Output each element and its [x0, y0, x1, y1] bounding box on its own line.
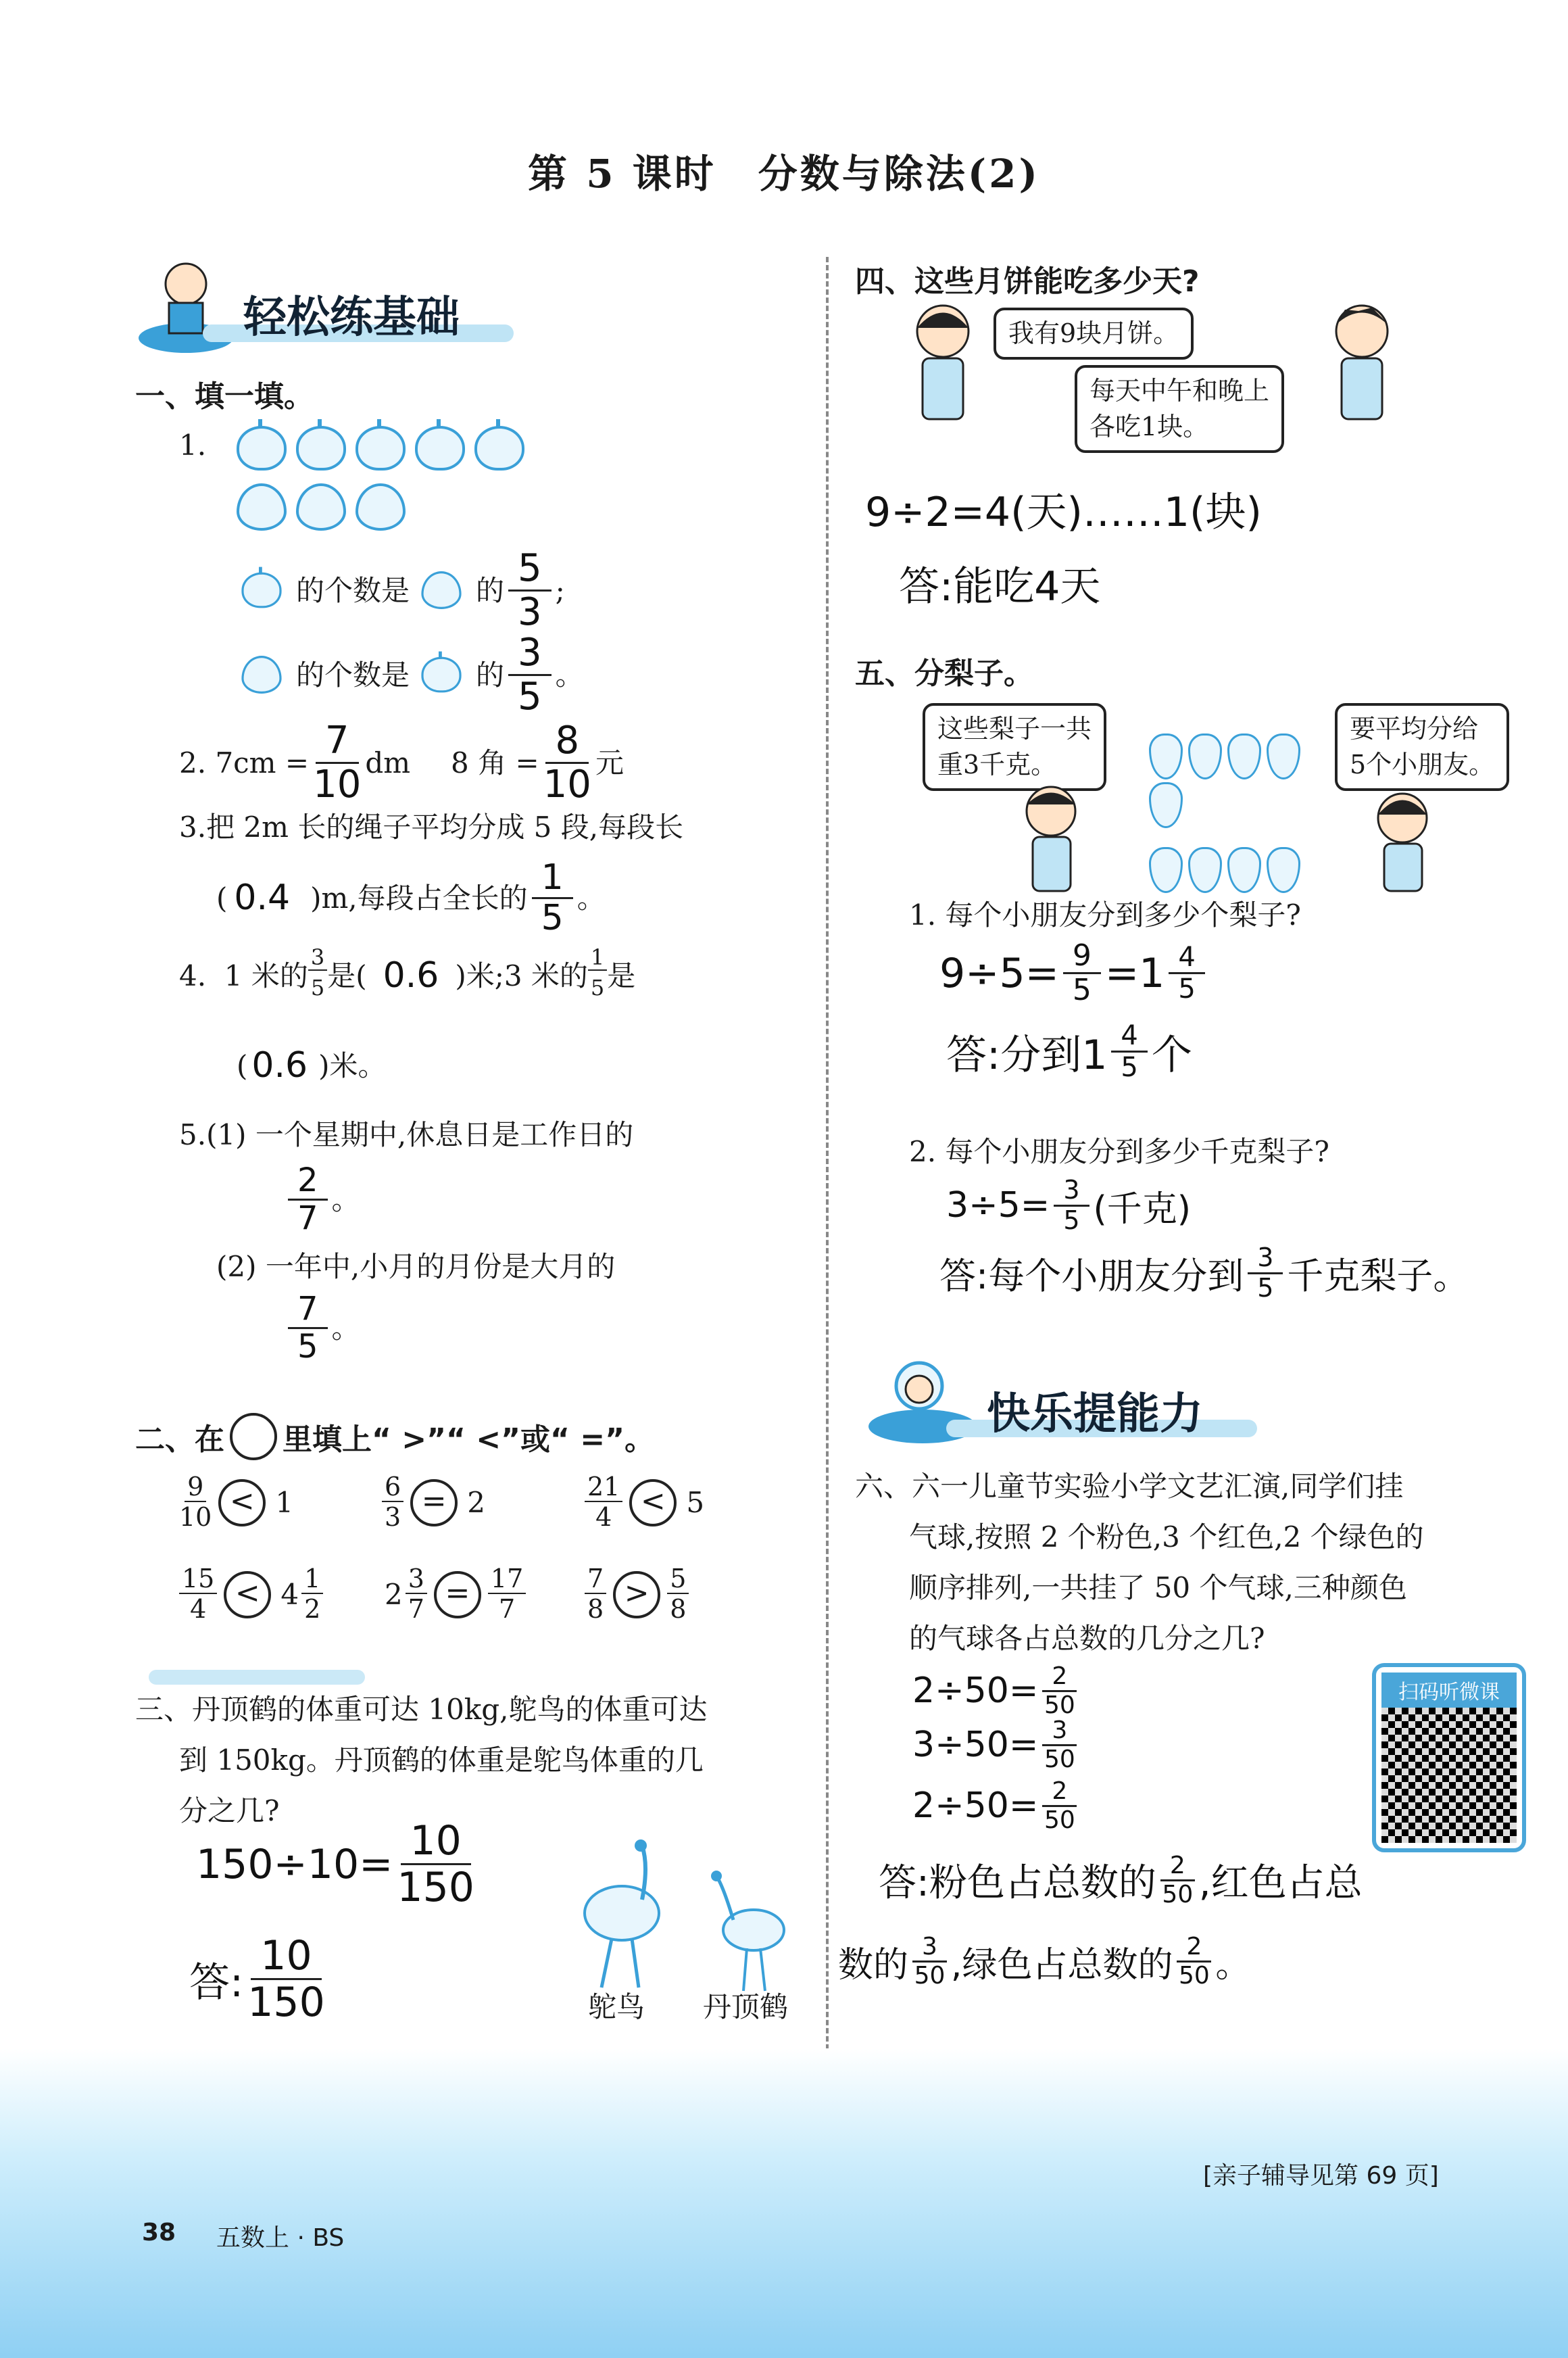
q5-fraction-2	[288, 1291, 328, 1365]
page-number: 38	[142, 2219, 176, 2246]
bottom-decoration	[0, 2048, 1568, 2358]
fraction-denominator: 7	[297, 1199, 318, 1237]
q3-line2	[216, 859, 606, 938]
fraction-denominator: 5	[1257, 1272, 1274, 1303]
crane-illustration	[703, 1866, 804, 1997]
q4-paren-open: (	[237, 1049, 248, 1082]
section6-work-2	[912, 1717, 1081, 1773]
section6-answer-1-fraction	[1160, 1852, 1195, 1908]
fraction-numerator: 5	[508, 548, 552, 592]
page-title: 第 5 课时 分数与除法(2)	[528, 151, 1040, 197]
girl-icon	[1358, 784, 1446, 892]
q2	[179, 720, 624, 805]
boy-speech-line-2: 各吃1块。	[1089, 412, 1209, 442]
apple-icon	[421, 657, 461, 693]
fraction-numerator: 3	[308, 946, 327, 971]
q1-line1-fraction	[508, 548, 552, 633]
fraction-denominator: 5	[1121, 1052, 1138, 1083]
fraction-numerator: 9	[185, 1474, 206, 1502]
fraction-numerator: 9	[1063, 940, 1101, 974]
pear-icon	[1227, 733, 1261, 779]
q3-fraction	[532, 859, 573, 938]
q2-fraction-1	[313, 720, 361, 805]
q2-unit-2: 元	[595, 746, 624, 779]
fraction-numerator: 4	[1169, 942, 1204, 974]
qr-label: 扫码听微课	[1381, 1673, 1517, 1708]
fraction-numerator: 6	[382, 1474, 403, 1502]
fraction-denominator: 150	[397, 1864, 474, 1911]
boy-icon	[1007, 777, 1095, 892]
comparison-item	[585, 1474, 787, 1532]
fraction	[382, 1474, 403, 1532]
comparison-row	[179, 1563, 787, 1624]
section6-answer-1-tail: ,红色占总	[1198, 1861, 1363, 1906]
q4-answer-1: 0.6	[383, 955, 439, 996]
pear-icon	[1188, 847, 1222, 893]
section3-answer-fraction	[247, 1933, 325, 2025]
fraction-denominator: 8	[587, 1593, 604, 1624]
q4-fraction-1	[308, 946, 327, 1005]
fraction-denominator: 50	[1044, 1745, 1075, 1773]
left-banner-title: 轻松练基础	[243, 293, 460, 343]
apple-row	[237, 426, 534, 473]
section3-text-3: 分之几?	[179, 1794, 280, 1827]
section5-q2-work	[946, 1176, 1191, 1235]
q5-part1	[179, 1112, 633, 1157]
boy-jetski-icon	[135, 257, 237, 358]
apple-icon	[237, 426, 287, 471]
right-banner	[865, 1352, 980, 1456]
section6-answer-2-mid: ,绿色占总数的	[950, 1944, 1173, 1986]
fraction-numerator: 3	[1054, 1176, 1089, 1207]
fraction-numerator: 15	[179, 1566, 217, 1594]
comparison-grid	[179, 1474, 787, 1658]
fraction	[179, 1474, 212, 1532]
qr-code-icon	[1381, 1708, 1517, 1843]
number: 5	[686, 1486, 705, 1520]
section3-answer	[189, 1933, 329, 2025]
section5-q2-unit: (千克)	[1093, 1188, 1192, 1230]
astronaut-ship-icon	[865, 1352, 980, 1453]
comparison-answer-circle[interactable]: <	[218, 1479, 266, 1526]
fraction-denominator: 50	[1044, 1691, 1075, 1719]
section6-answer-1-text: 答:粉色占总数的	[879, 1861, 1156, 1906]
fraction	[585, 1563, 606, 1624]
section5-q1-answer-text: 答:分到1	[946, 1031, 1108, 1079]
fraction-denominator: 5	[1063, 1205, 1080, 1235]
section5-q2-answer	[939, 1244, 1469, 1303]
peach-icon	[421, 571, 461, 609]
q3-number: 3.	[179, 811, 207, 844]
pear-icon	[1149, 782, 1183, 828]
fraction-denominator: 3	[385, 1501, 401, 1532]
q2-unit-1: dm	[365, 746, 411, 779]
fraction-denominator: 5	[297, 1327, 318, 1366]
number: 4	[280, 1578, 299, 1612]
fraction-numerator: 7	[316, 720, 359, 764]
pear-group	[1149, 733, 1338, 896]
section5-q1-eq: =1	[1104, 949, 1165, 997]
ostrich-label: 鸵鸟	[588, 1990, 645, 2023]
q1-line2-of: 的	[476, 658, 505, 692]
section5-q2: 2. 每个小朋友分到多少千克梨子?	[909, 1135, 1329, 1168]
section3-work-fraction	[397, 1819, 474, 1910]
q4-number: 4.	[179, 959, 207, 992]
comparison-answer-circle[interactable]: =	[410, 1479, 458, 1526]
peach-row	[237, 483, 415, 533]
fraction-numerator: 1	[301, 1566, 323, 1594]
fraction-denominator: 7	[499, 1593, 516, 1624]
section5-q2-work-text: 3÷5=	[946, 1185, 1050, 1226]
fraction-numerator: 3	[1248, 1244, 1283, 1274]
section1-heading: 一、填一填。	[135, 379, 314, 414]
q1-line1-text: 的个数是	[296, 573, 410, 607]
book-label: 五数上 · BS	[216, 2224, 345, 2252]
q2-fraction-2	[543, 720, 591, 805]
fraction-denominator: 50	[914, 1961, 946, 1990]
section3-work-text: 150÷10=	[196, 1840, 393, 1888]
fraction-denominator: 4	[595, 1501, 612, 1532]
fraction-denominator: 5	[541, 898, 564, 939]
q3-paren-open: (	[216, 882, 228, 915]
boy-speech-bubble	[1075, 365, 1284, 453]
comparison-answer-circle[interactable]: <	[629, 1479, 677, 1526]
comparison-item	[382, 1563, 585, 1624]
section3-work	[196, 1819, 479, 1910]
fraction	[406, 1563, 427, 1624]
peach-icon	[296, 483, 346, 531]
section6-work-2-fraction	[1042, 1717, 1077, 1773]
fraction-numerator: 21	[585, 1474, 622, 1502]
girl-illustration	[899, 297, 987, 435]
q2-text-b: 8 角 =	[451, 746, 539, 779]
section3-text-2: 到 150kg。丹顶鹤的体重是鸵鸟体重的几	[179, 1743, 704, 1777]
q5-part1-text: (1) 一个星期中,休息日是工作日的	[206, 1118, 634, 1151]
peach-icon	[241, 656, 281, 694]
section5-q2-fraction	[1054, 1176, 1089, 1235]
fraction-denominator: 3	[518, 590, 542, 634]
apple-icon	[415, 426, 465, 471]
q3-text-2: )m,每段占全长的	[310, 882, 528, 915]
q1-line1-of: 的	[476, 573, 505, 607]
q4-text-4: 是	[607, 959, 636, 992]
fraction-numerator: 7	[288, 1291, 328, 1329]
fraction-numerator: 10	[251, 1933, 321, 1980]
section6-answer-line-1	[879, 1852, 1363, 1908]
apple-icon	[241, 573, 281, 608]
fraction-numerator: 2	[1042, 1778, 1077, 1807]
section6-work-2-text: 3÷50=	[912, 1725, 1039, 1766]
q5-end-1: 。	[331, 1182, 360, 1216]
boy-pear-speech-line-1: 这些梨子一共	[937, 714, 1092, 744]
section6-answer-line-2	[838, 1933, 1250, 1989]
fraction-denominator: 4	[190, 1593, 207, 1624]
number: 1	[275, 1486, 294, 1520]
fraction-numerator: 2	[1160, 1852, 1195, 1881]
pear-icon	[1267, 733, 1300, 779]
section6-text-4: 的气球各占总数的几分之几?	[909, 1622, 1265, 1655]
fraction-numerator: 1	[588, 946, 607, 971]
pear-icon	[1267, 847, 1300, 893]
fraction-denominator: 5	[310, 974, 325, 1001]
fraction-numerator: 3	[508, 632, 552, 676]
left-banner	[135, 257, 237, 361]
section6-text-1: 六、六一儿童节实验小学文艺汇演,同学们挂	[855, 1470, 1404, 1503]
section5-q2-answer-end: 千克梨子。	[1287, 1254, 1470, 1297]
fraction-numerator: 2	[288, 1163, 328, 1201]
q2-text-a: 7cm =	[215, 746, 310, 779]
right-banner-title: 快乐提能力	[987, 1389, 1203, 1439]
boy-icon	[1318, 297, 1406, 433]
q1-line2-text: 的个数是	[296, 658, 410, 692]
section5-q1-work-text: 9÷5=	[939, 949, 1059, 997]
girl-icon	[899, 297, 987, 433]
number: 2	[385, 1578, 403, 1612]
section2-heading-text: 二、在	[135, 1422, 224, 1457]
q1-line2	[237, 632, 584, 717]
boy-pear-illustration	[1007, 777, 1095, 895]
q5-end-2: 。	[331, 1311, 360, 1345]
fraction-numerator: 3	[406, 1566, 427, 1594]
section6-answer-2-text: 数的	[838, 1944, 909, 1986]
q3-text-1: 把 2m 长的绳子平均分成 5 段,每段长	[206, 811, 684, 844]
crane-icon	[703, 1866, 804, 1994]
section6-answer-2c-fraction	[1177, 1933, 1211, 1989]
q4-line2	[237, 1038, 386, 1094]
q4-text-2: 是(	[327, 959, 367, 992]
section5-q1: 1. 每个小朋友分到多少个梨子?	[909, 898, 1301, 932]
section5-heading: 五、分梨子。	[855, 656, 1033, 691]
section6-work-1-text: 2÷50=	[912, 1670, 1039, 1712]
section5-q1-answer-fraction	[1111, 1021, 1147, 1082]
fraction-denominator: 2	[304, 1593, 321, 1624]
section3-text-1: 三、丹顶鹤的体重可达 10kg,鸵鸟的体重可达	[135, 1693, 708, 1726]
section6-work-3-fraction	[1042, 1778, 1077, 1833]
q1-line1	[237, 548, 565, 633]
section5-q1-answer	[946, 1021, 1192, 1082]
boy-illustration	[1318, 297, 1406, 435]
q1-line1-end: ;	[555, 573, 565, 607]
section5-q1-work	[939, 940, 1209, 1007]
fraction-numerator: 2	[1042, 1663, 1077, 1692]
girl-pear-speech-line-1: 要平均分给	[1350, 714, 1479, 744]
fraction-numerator: 2	[1177, 1933, 1211, 1963]
pear-icon	[1149, 733, 1183, 779]
fraction-numerator: 3	[1042, 1717, 1077, 1746]
q4-text-1: 1 米的	[224, 959, 308, 992]
section3-answer-text: 答:	[189, 1958, 244, 2006]
q3-answer-1: 0.4	[234, 877, 291, 919]
girl-pear-illustration	[1358, 784, 1446, 895]
q1-number: 1.	[179, 429, 207, 462]
comparison-row	[179, 1474, 787, 1532]
section4-work: 9÷2=4(天)……1(块)	[865, 489, 1262, 536]
pear-icon	[1227, 847, 1261, 893]
q3-line1	[179, 804, 683, 850]
fraction-denominator: 50	[1179, 1961, 1210, 1990]
fraction	[667, 1563, 689, 1624]
fraction	[179, 1563, 217, 1624]
comparison-answer-circle[interactable]: >	[613, 1571, 660, 1618]
fraction-numerator: 17	[488, 1566, 526, 1594]
comparison-answer-circle[interactable]: =	[434, 1571, 481, 1618]
ostrich-illustration	[568, 1839, 669, 1997]
fraction-numerator: 1	[532, 859, 573, 899]
q4-answer-2: 0.6	[251, 1045, 308, 1086]
q5-part2-answer	[284, 1291, 360, 1365]
crane-label: 丹顶鹤	[703, 1990, 789, 2023]
fraction-denominator: 150	[247, 1979, 325, 2026]
fraction-numerator: 4	[1111, 1021, 1147, 1053]
q3-end: 。	[577, 882, 606, 915]
fraction-denominator: 50	[1044, 1806, 1075, 1834]
section5-q1-answer-end: 个	[1151, 1031, 1192, 1079]
section6-work-1-fraction	[1042, 1663, 1077, 1718]
fraction-denominator: 5	[1178, 973, 1196, 1005]
number: 2	[467, 1486, 485, 1520]
column-divider	[826, 257, 829, 2082]
fraction-denominator: 7	[408, 1593, 424, 1624]
section6-answer-2-fraction	[912, 1933, 947, 1989]
fraction-denominator: 10	[313, 762, 362, 807]
parent-guide-reference: [亲子辅导见第 69 页]	[1203, 2162, 1439, 2190]
section6-answer-2-end: 。	[1215, 1944, 1251, 1986]
q2-number: 2.	[179, 746, 207, 779]
fraction-denominator: 5	[518, 674, 542, 719]
section2-heading-end: 里填上“ >”“ <”或“ =”。	[283, 1422, 655, 1457]
pear-icon	[1149, 847, 1183, 893]
fraction	[488, 1563, 526, 1624]
qr-code-box[interactable]	[1372, 1663, 1526, 1852]
apple-icon	[474, 426, 524, 471]
girl-speech-bubble: 我有9块月饼。	[994, 308, 1194, 360]
fraction-denominator: 5	[590, 974, 605, 1001]
fraction-numerator: 8	[545, 720, 589, 764]
comparison-item	[382, 1474, 585, 1532]
apple-icon	[356, 426, 406, 471]
section5-q2-answer-text: 答:每个小朋友分到	[939, 1254, 1244, 1297]
girl-pear-speech-line-2: 5个小朋友。	[1350, 750, 1495, 780]
empty-circle-icon	[230, 1413, 277, 1460]
comparison-item	[585, 1563, 787, 1624]
section4-heading: 四、这些月饼能吃多少天?	[855, 264, 1200, 299]
section6-work-3	[912, 1778, 1081, 1833]
section4-answer: 答:能吃4天	[899, 563, 1101, 610]
peach-icon	[356, 483, 406, 531]
fraction-numerator: 10	[401, 1819, 471, 1865]
section2-heading	[135, 1413, 654, 1460]
pear-icon	[1188, 733, 1222, 779]
boy-pear-speech-line-2: 重3千克。	[937, 750, 1057, 780]
fraction-denominator: 50	[1162, 1880, 1194, 1908]
q4-line1	[179, 946, 635, 1005]
q5-fraction-1	[288, 1163, 328, 1236]
fraction-numerator: 5	[667, 1566, 689, 1594]
fraction-denominator: 10	[543, 762, 591, 807]
q5-part2: (2) 一年中,小月的月份是大月的	[216, 1250, 616, 1283]
fraction-denominator: 5	[1072, 973, 1092, 1008]
fraction-numerator: 3	[912, 1933, 947, 1963]
peach-icon	[237, 483, 287, 531]
section5-q1-fraction	[1063, 940, 1101, 1007]
comparison-item	[179, 1474, 382, 1532]
fraction	[301, 1563, 323, 1624]
q4-fraction-2	[588, 946, 607, 1005]
fraction-denominator: 8	[670, 1593, 687, 1624]
section5-q2-answer-fraction	[1248, 1244, 1283, 1303]
fraction-denominator: 10	[179, 1501, 212, 1532]
comparison-item	[179, 1563, 382, 1624]
section6-text-2: 气球,按照 2 个粉色,3 个红色,2 个绿色的	[909, 1520, 1424, 1554]
section6-work-1	[912, 1663, 1081, 1718]
q1-line2-fraction	[508, 632, 552, 717]
boy-speech-line-1: 每天中午和晚上	[1089, 376, 1270, 406]
comparison-answer-circle[interactable]: <	[224, 1571, 271, 1618]
girl-pear-speech-bubble	[1335, 703, 1509, 791]
q4-text-5: )米。	[318, 1049, 387, 1082]
q1-line2-end: 。	[555, 658, 584, 692]
section5-q1-mixed	[1169, 942, 1204, 1004]
ostrich-icon	[568, 1839, 669, 1994]
section3-decoration	[149, 1670, 365, 1685]
q5-part1-answer	[284, 1163, 360, 1236]
q4-text-3: )米;3 米的	[455, 959, 588, 992]
q5-number: 5.	[179, 1118, 207, 1151]
apple-icon	[296, 426, 346, 471]
section6-work-3-text: 2÷50=	[912, 1785, 1039, 1827]
fraction	[585, 1474, 622, 1532]
fraction-numerator: 7	[585, 1566, 606, 1594]
section6-text-3: 顺序排列,一共挂了 50 个气球,三种颜色	[909, 1571, 1407, 1604]
